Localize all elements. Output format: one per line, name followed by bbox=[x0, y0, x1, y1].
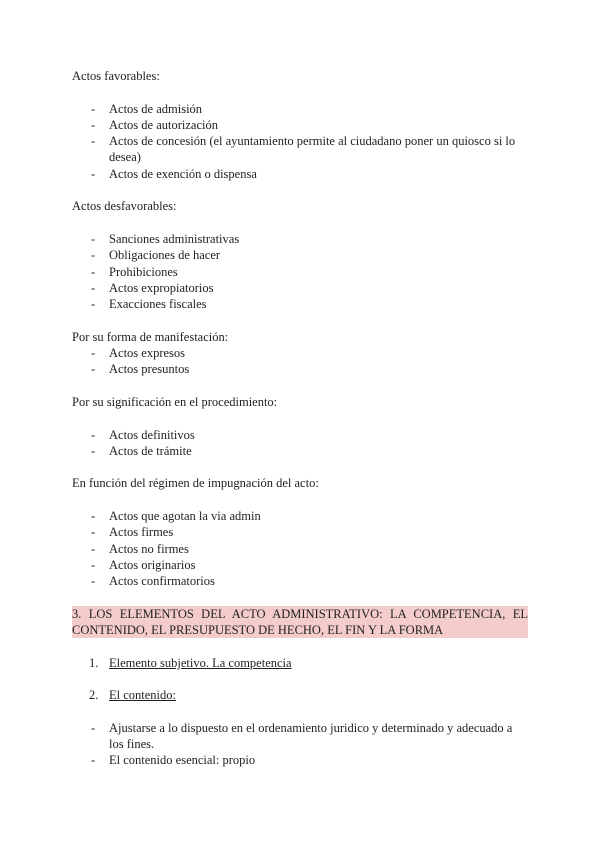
list-item bbox=[72, 166, 528, 182]
numbered-item bbox=[72, 687, 528, 703]
list-item-text: Actos de trámite bbox=[109, 443, 192, 458]
list-item-text: Actos firmes bbox=[109, 525, 174, 540]
list-item-text: Actos de concesión (el ayuntamiento permite al ciudadano poner un quiosco si lo desea) bbox=[109, 134, 516, 165]
dash-bullet: - bbox=[91, 753, 96, 768]
list-favorables bbox=[72, 101, 528, 182]
list-item bbox=[72, 117, 528, 133]
numbered-item-text: Elemento subjetivo. La competencia bbox=[109, 655, 292, 670]
list-item bbox=[72, 101, 528, 117]
list-item-text: Actos que agotan la via admin bbox=[109, 509, 261, 524]
list-item bbox=[72, 508, 528, 524]
dash-bullet: - bbox=[91, 525, 96, 540]
list-item bbox=[72, 361, 528, 377]
list-item bbox=[72, 557, 528, 573]
list-item bbox=[72, 280, 528, 296]
list-item-text: Actos de admisión bbox=[109, 101, 203, 116]
dash-bullet: - bbox=[91, 427, 96, 442]
list-item bbox=[72, 133, 528, 166]
list-item bbox=[72, 427, 528, 443]
list-item-text: Actos de exención o dispensa bbox=[109, 166, 257, 181]
item-number: 1. bbox=[89, 655, 99, 670]
list-item-text: Ajustarse a lo dispuesto en el ordenamiento juridico y determinado y adecuado a los fines. bbox=[109, 720, 513, 752]
numbered-item-text: El contenido: bbox=[109, 688, 176, 703]
list-item bbox=[72, 296, 528, 312]
dash-bullet: - bbox=[91, 280, 96, 295]
document-page bbox=[72, 68, 528, 769]
list-contenido bbox=[72, 720, 528, 769]
list-item-text: Exacciones fiscales bbox=[109, 297, 207, 312]
section-title-desfavorables: Actos desfavorables: bbox=[72, 199, 177, 214]
dash-bullet: - bbox=[91, 509, 96, 524]
list-desfavorables bbox=[72, 231, 528, 312]
list-item bbox=[72, 247, 528, 263]
list-item-text: Actos de autorización bbox=[109, 117, 218, 132]
list-item-text: Actos definitivos bbox=[109, 427, 195, 442]
dash-bullet: - bbox=[91, 557, 96, 572]
list-forma bbox=[72, 345, 528, 378]
dash-bullet: - bbox=[91, 134, 96, 149]
list-item bbox=[72, 752, 528, 768]
numbered-list bbox=[72, 687, 528, 703]
dash-bullet: - bbox=[91, 297, 96, 312]
section-title-significacion: Por su significación en el procedimiento: bbox=[72, 394, 278, 409]
list-item-text: Actos expropiatorios bbox=[109, 280, 214, 295]
list-item-text: Actos expresos bbox=[109, 346, 186, 361]
section-title-favorables: Actos favorables: bbox=[72, 69, 160, 83]
item-number: 2. bbox=[89, 688, 99, 703]
dash-bullet: - bbox=[91, 443, 96, 458]
list-item-text: El contenido esencial: propio bbox=[109, 753, 256, 768]
dash-bullet: - bbox=[91, 248, 96, 263]
dash-bullet: - bbox=[91, 117, 96, 132]
list-item-text: Obligaciones de hacer bbox=[109, 248, 221, 263]
section-heading-highlighted: 3. LOS ELEMENTOS DEL ACTO ADMINISTRATIVO: LA COMPETENCIA, EL CONTENIDO, EL PRESUPUESTO DE HECHO, EL FIN Y LA FORMA bbox=[72, 606, 528, 638]
list-item-text: Prohibiciones bbox=[109, 264, 178, 279]
list-item-text: Sanciones administrativas bbox=[109, 231, 240, 246]
dash-bullet: - bbox=[91, 231, 96, 246]
list-item-text: Actos confirmatorios bbox=[109, 574, 215, 589]
list-item bbox=[72, 541, 528, 557]
dash-bullet: - bbox=[91, 362, 96, 377]
numbered-list bbox=[72, 655, 528, 671]
numbered-item bbox=[72, 655, 528, 671]
list-item-text: Actos originarios bbox=[109, 557, 196, 572]
dash-bullet: - bbox=[91, 346, 96, 361]
dash-bullet: - bbox=[91, 101, 96, 116]
section-title-impugnacion: En función del régimen de impugnación del acto: bbox=[72, 476, 319, 491]
list-item bbox=[72, 524, 528, 540]
dash-bullet: - bbox=[91, 574, 96, 589]
list-item bbox=[72, 573, 528, 589]
list-item bbox=[72, 720, 528, 753]
section-title-forma: Por su forma de manifestación: bbox=[72, 329, 229, 344]
list-item bbox=[72, 345, 528, 361]
dash-bullet: - bbox=[91, 541, 96, 556]
list-item bbox=[72, 231, 528, 247]
list-impugnacion bbox=[72, 508, 528, 589]
dash-bullet: - bbox=[91, 166, 96, 181]
list-item-text: Actos presuntos bbox=[109, 362, 190, 377]
list-item bbox=[72, 443, 528, 459]
list-item-text: Actos no firmes bbox=[109, 541, 189, 556]
list-significacion bbox=[72, 427, 528, 460]
list-item bbox=[72, 264, 528, 280]
dash-bullet: - bbox=[91, 264, 96, 279]
dash-bullet: - bbox=[91, 720, 96, 735]
